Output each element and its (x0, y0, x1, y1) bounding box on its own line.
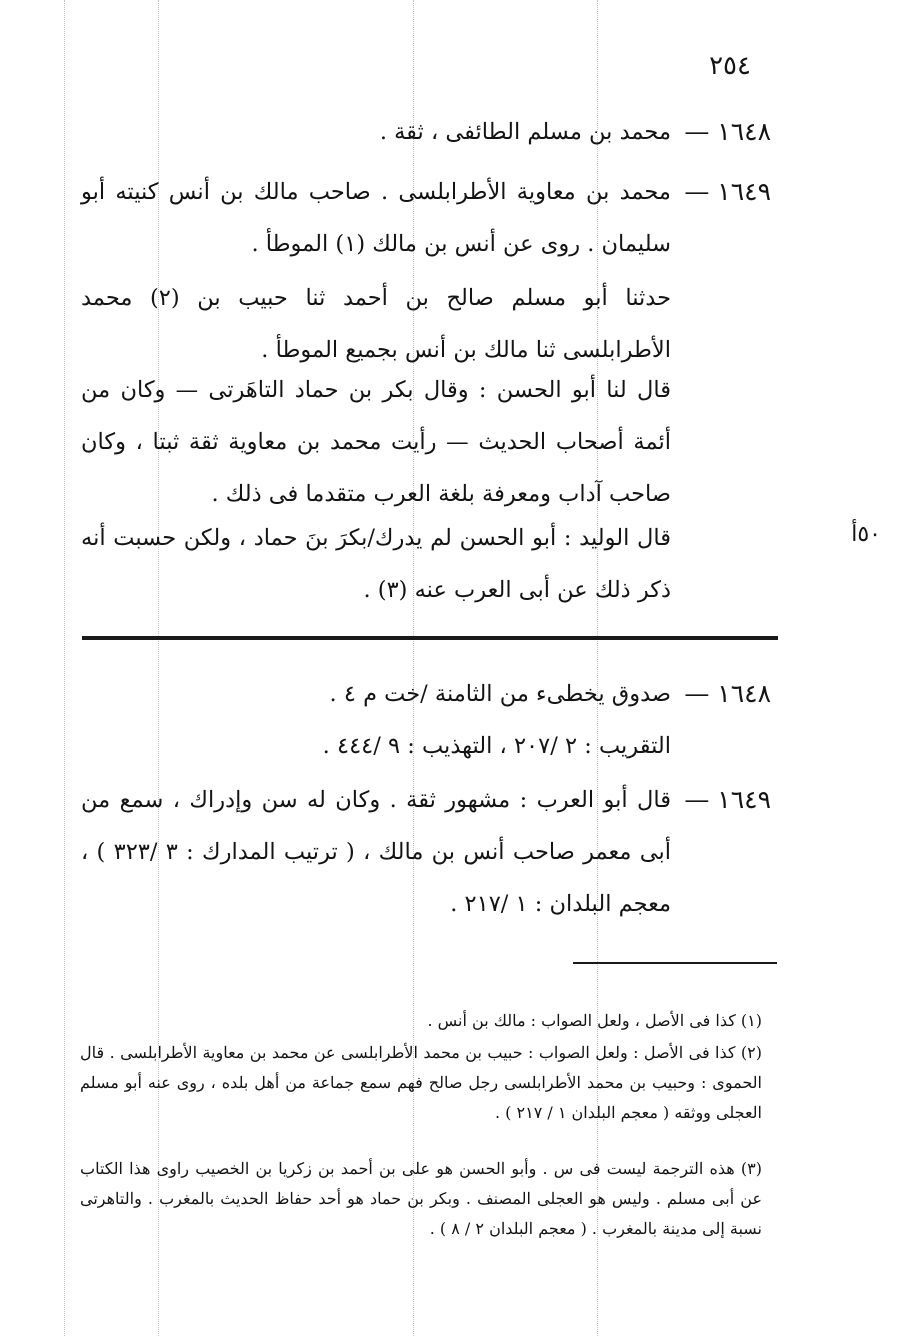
entry-1649-paragraph-2 (81, 272, 771, 376)
section-divider (82, 636, 778, 640)
footnote-divider (573, 962, 777, 964)
footnote-1 (80, 1006, 786, 1036)
entry-text: محمد بن مسلم الطائفى ، ثقة . (379, 119, 671, 145)
footnote-text: (٢) كذا فى الأصل : ولعل الصواب : حبيب بن محمد الأطرابلسى عن محمد بن معاوية الأطرابلسى . قال الحموى : وحبيب بن محمد الأطرابلسى رجل صالح فهم سمع جماعة من أهل بلده ، روى عنه أبو مسلم العجلى ووثقه ( معجم البلدان ١ / ٢١٧ ) . (80, 1043, 762, 1122)
entry-text: محمد بن معاوية الأطرابلسى . صاحب مالك بن أنس كنيته أبو سليمان . روى عن أنس بن مالك (١) الموطأ . (81, 179, 671, 257)
entry-number: ١٦٤٩ — (684, 177, 771, 206)
entry-paragraph: قال لنا أبو الحسن : وقال بكر بن حماد التاهَرتى — وكان من أئمة أصحاب الحديث — رأيت محمد بن معاوية ثقة ثبتا ، وكان صاحب آداب ومعرفة بلغة العرب متقدما فى ذلك . (81, 377, 671, 507)
note-text: صدوق يخطىء من الثامنة /خت م ٤ . (329, 681, 671, 707)
entry-1648 (81, 106, 771, 158)
entry-1649 (81, 166, 771, 270)
note-1648 (81, 668, 771, 772)
note-1649 (81, 774, 771, 930)
entry-number: ١٦٤٨ — (684, 117, 771, 146)
note-number: ١٦٤٩ — (684, 785, 771, 814)
manuscript-folio-marker: ٥٠أ (851, 522, 881, 547)
footnote-3 (80, 1154, 786, 1244)
entry-1649-paragraph-4 (81, 512, 771, 616)
entry-paragraph: قال الوليد : أبو الحسن لم يدرك/بكرَ بنَ حماد ، ولكن حسبت أنه ذكر ذلك عن أبى العرب عنه (٣) . (81, 525, 671, 603)
footnote-text: (١) كذا فى الأصل ، ولعل الصواب : مالك بن أنس . (427, 1011, 762, 1030)
scan-guide-line (64, 0, 65, 1336)
note-number: ١٦٤٨ — (684, 679, 771, 708)
footnote-2 (80, 1038, 786, 1128)
note-references: التقريب : ٢ /٢٠٧ ، التهذيب : ٩ /٤٤٤ . (322, 733, 671, 759)
entry-1649-paragraph-3 (81, 364, 771, 520)
entry-paragraph: حدثنا أبو مسلم صالح بن أحمد ثنا حبيب بن (٢) محمد الأطرابلسى ثنا مالك بن أنس بجميع الموطأ . (81, 285, 671, 363)
page-number: ٢٥٤ (709, 51, 751, 81)
note-text: قال أبو العرب : مشهور ثقة . وكان له سن وإدراك ، سمع من أبى معمر صاحب أنس بن مالك ، ( ترتيب المدارك : ٣ /٣٢٣ ) ، معجم البلدان : ١ /٢١٧ . (81, 787, 671, 917)
footnote-text: (٣) هذه الترجمة ليست فى س . وأبو الحسن هو على بن أحمد بن زكريا بن الخصيب راوى هذا الكتاب عن أبى مسلم . وليس هو العجلى المصنف . وبكر بن حماد هو أحد حفاظ الحديث بالمغرب . والتاهرتى نسبة إلى مدينة بالمغرب . ( معجم البلدان ٢ / ٨ ) . (80, 1159, 762, 1238)
